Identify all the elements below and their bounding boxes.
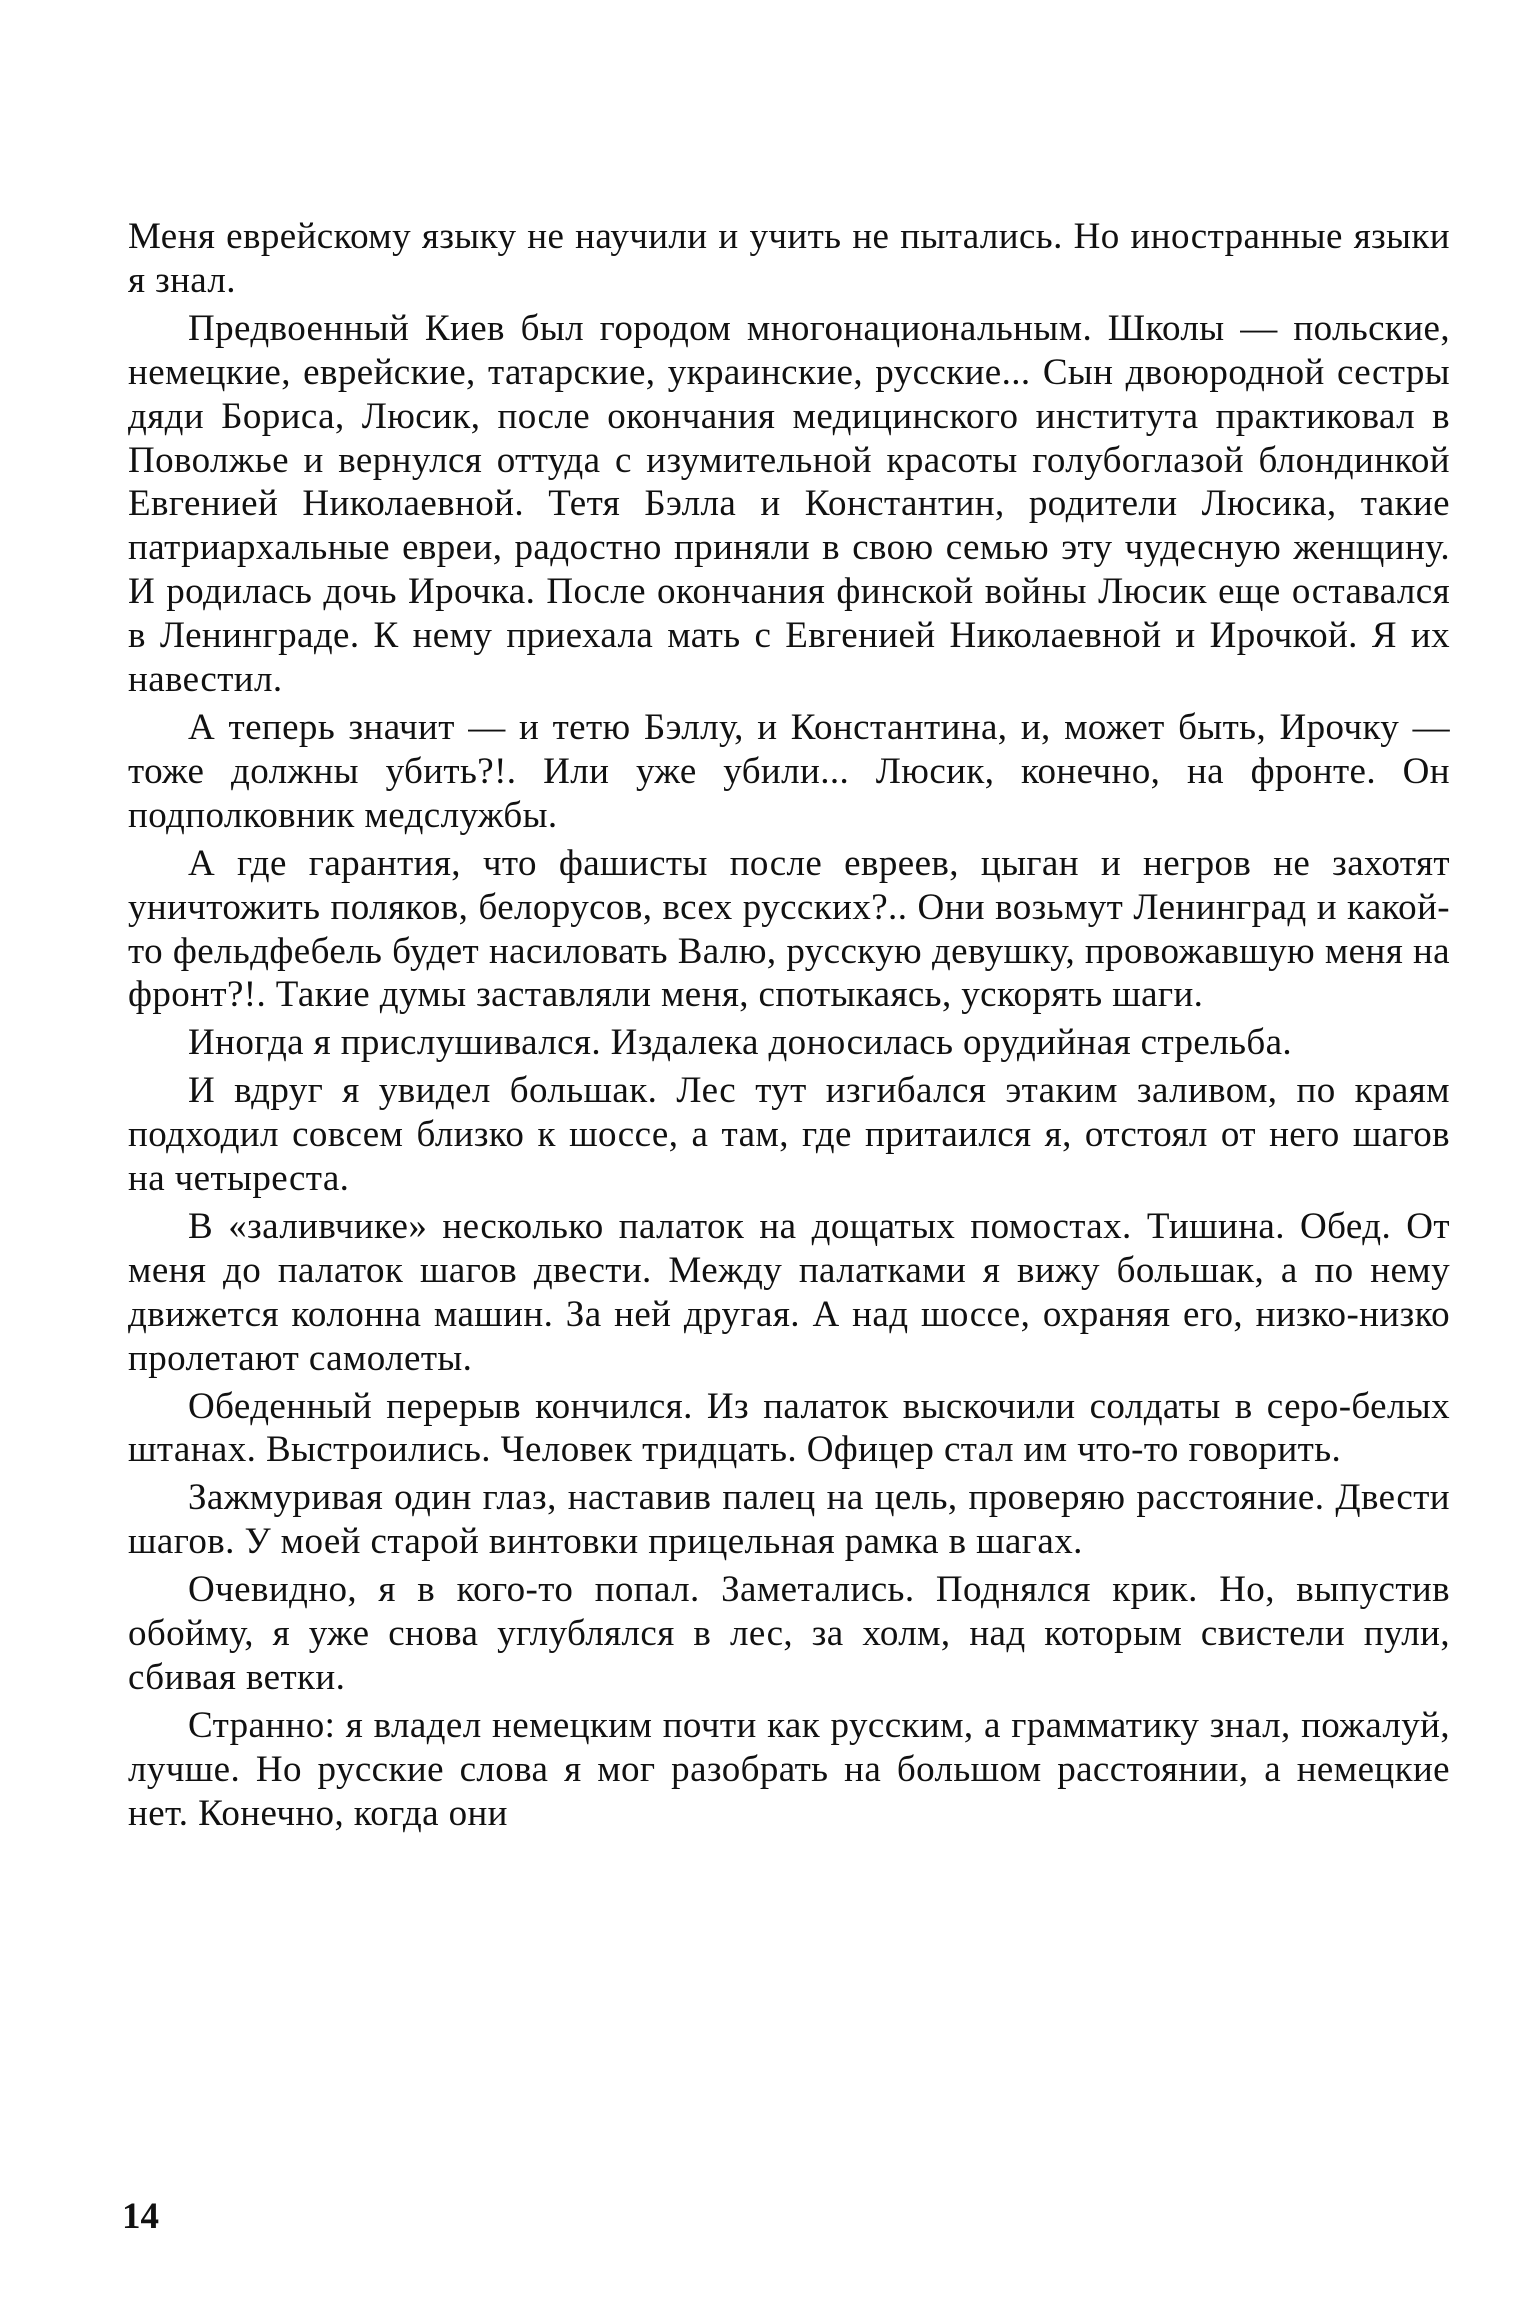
paragraph-5: Иногда я прислушивался. Издалека доносилась орудийная стрельба.	[188, 1022, 1293, 1064]
paragraph-6: И вдруг я увидел большак. Лес тут изгибался этаким заливом, по краям подходил совсем близко к шоссе, а там, где притаился я, отстоял от него шагов на четыреста.	[128, 1070, 1450, 1200]
paragraph-3: А теперь значит — и тетю Бэллу, и Константина, и, может быть, Ирочку — тоже должны убить?!. Или уже убили... Люсик, конечно, на фронте. Он подполковник медслужбы.	[128, 706, 1450, 836]
page-body	[128, 215, 1450, 1840]
paragraph-2: Предвоенный Киев был городом многонациональным. Школы — польские, немецкие, еврейские, татарские, украинские, русские... Сын двоюродной сестры дяди Бориса, Люсик, после окончания медицинского института практиковал в Поволжье и вернулся оттуда с изумительной красоты голубоглазой блондинкой Евгенией Николаевной. Тетя Бэлла и Константин, родители Люсика, такие патриархальные евреи, радостно приняли в свою семью эту чудесную женщину. И родилась дочь Ирочка. После окончания финской войны Люсик еще оставался в Ленинграде. К нему приехала мать с Евгенией Николаевной и Ирочкой. Я их навестил.	[128, 307, 1450, 701]
paragraph-4: А где гарантия, что фашисты после евреев, цыган и негров не захотят уничтожить поляков, белорусов, всех русских?.. Они возьмут Ленинград и какой-то фельдфебель будет насиловать Валю, русскую девушку, провожавшую меня на фронт?!. Такие думы заставляли меня, спотыкаясь, ускорять шаги.	[128, 842, 1450, 1016]
paragraph-1: Меня еврейскому языку не научили и учить не пытались. Но иностранные языки я знал.	[128, 216, 1450, 301]
paragraph-11: Странно: я владел немецким почти как русским, а грамматику знал, пожалуй, лучше. Но русские слова я мог разобрать на большом расстоянии, а немецкие нет. Конечно, когда они	[128, 1704, 1450, 1834]
paragraph-8: Обеденный перерыв кончился. Из палаток выскочили солдаты в серо-белых штанах. Выстроились. Человек тридцать. Офицер стал им что-то говорить.	[128, 1385, 1450, 1471]
page-number: 14	[122, 2196, 159, 2237]
paragraph-10: Очевидно, я в кого-то попал. Заметались. Поднялся крик. Но, выпустив обойму, я уже снова углублялся в лес, за холм, над которым свистели пули, сбивая ветки.	[128, 1569, 1450, 1698]
paragraph-7: В «заливчике» несколько палаток на дощатых помостах. Тишина. Обед. От меня до палаток шагов двести. Между палатками я вижу большак, а по нему движется колонна машин. За ней другая. А над шоссе, охраняя его, низко-низко пролетают самолеты.	[128, 1205, 1450, 1379]
paragraph-9: Зажмуривая один глаз, наставив палец на цель, проверяю расстояние. Двести шагов. У моей старой винтовки прицельная рамка в шагах.	[128, 1477, 1450, 1563]
